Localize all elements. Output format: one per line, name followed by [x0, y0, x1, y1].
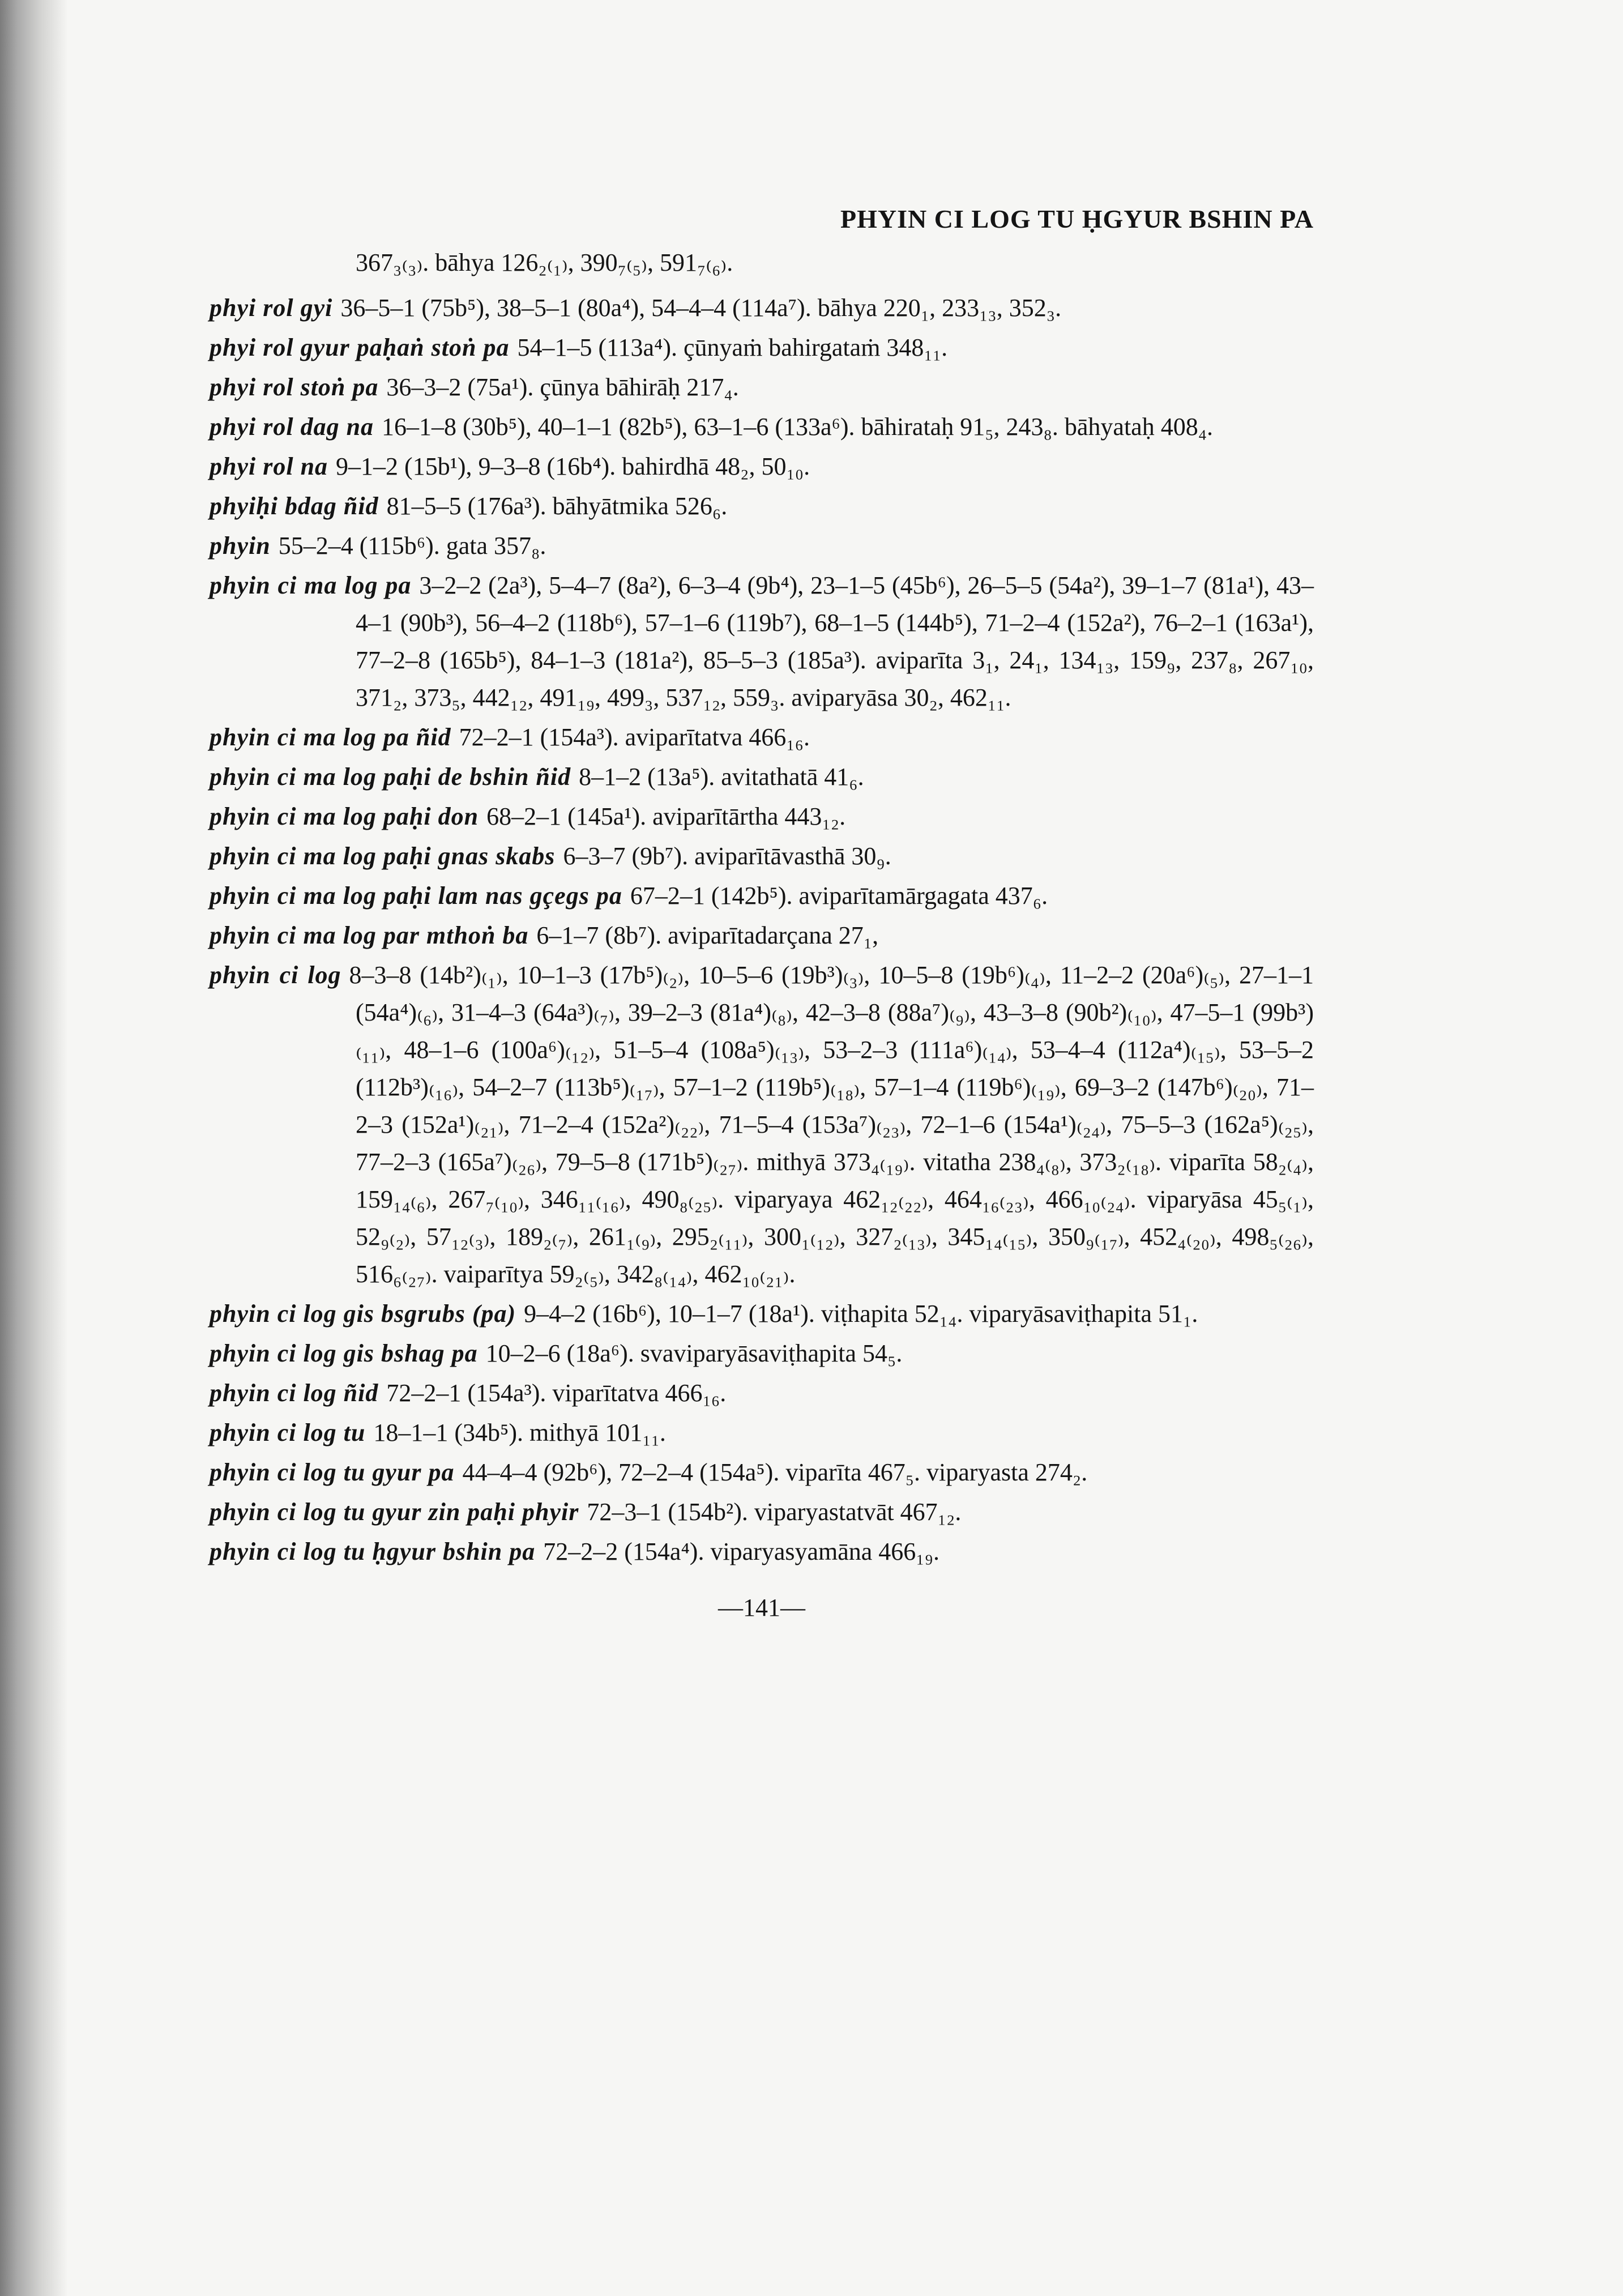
entry	[210, 877, 1314, 915]
entry-headword: phyin ci ma log par mthoṅ ba	[210, 921, 529, 949]
entry-refs: 68–2–1 (145a¹). aviparītārtha 443₁₂.	[486, 803, 846, 830]
entry-refs: 16–1–8 (30b⁵), 40–1–1 (82b⁵), 63–1–6 (133a⁶). bāhirataḥ 91₅, 243₈. bāhyataḥ 408₄.	[382, 413, 1214, 441]
entry-refs: 9–1–2 (15b¹), 9–3–8 (16b⁴). bahirdhā 48₂, 50₁₀.	[336, 453, 810, 480]
entry-refs: 36–5–1 (75b⁵), 38–5–1 (80a⁴), 54–4–4 (114a⁷). bāhya 220₁, 233₁₃, 352₃.	[340, 294, 1062, 322]
entry-refs: 18–1–1 (34b⁵). mithyā 101₁₁.	[373, 1419, 666, 1446]
entry	[210, 838, 1314, 875]
entry-refs: 67–2–1 (142b⁵). aviparītamārgagata 437₆.	[630, 882, 1048, 910]
entry-headword: phyi rol gyur paḥaṅ stoṅ pa	[210, 334, 510, 361]
entry-headword: phyin ci log tu	[210, 1419, 366, 1446]
entry	[210, 1414, 1314, 1452]
entry	[210, 567, 1314, 716]
entry	[210, 1493, 1314, 1531]
entry-refs: 55–2–4 (115b⁶). gata 357₈.	[278, 532, 546, 560]
entry-refs: 72–3–1 (154b²). viparyastatvāt 467₁₂.	[587, 1498, 962, 1526]
entry-refs: 36–3–2 (75a¹). çūnya bāhirāḥ 217₄.	[386, 373, 739, 401]
entry-refs: 72–2–1 (154a³). aviparītatva 466₁₆.	[459, 723, 810, 751]
entry-refs: 9–4–2 (16b⁶), 10–1–7 (18a¹). viṭhapita 52₁₄. viparyāsaviṭhapita 51₁.	[524, 1300, 1198, 1328]
entry	[210, 448, 1314, 485]
entry-refs: 54–1–5 (113a⁴). çūnyaṁ bahirgataṁ 348₁₁.	[517, 334, 948, 361]
entry-headword: phyin ci log ñid	[210, 1379, 379, 1407]
entry	[210, 1454, 1314, 1491]
entry	[210, 527, 1314, 565]
entry	[210, 758, 1314, 796]
entry-headword: phyin ci log tu gyur pa	[210, 1458, 455, 1486]
entry-headword: phyin ci log gis bsgrubs (pa)	[210, 1300, 516, 1328]
binding-shadow	[0, 0, 68, 2296]
entry-headword: phyiḥi bdag ñid	[210, 492, 379, 520]
entry	[210, 798, 1314, 835]
entry-headword: phyi rol dag na	[210, 413, 374, 441]
entry-headword: phyin ci ma log paḥi de bshin ñid	[210, 763, 571, 791]
entry-headword: phyin	[210, 532, 271, 560]
entry-headword: phyin ci log	[210, 961, 341, 989]
entry-headword: phyin ci log tu ḥgyur bshin pa	[210, 1538, 536, 1565]
entry	[210, 1533, 1314, 1571]
entry	[210, 719, 1314, 756]
entry-list	[210, 289, 1314, 1571]
entry	[210, 1335, 1314, 1372]
page-number: —141—	[718, 1594, 805, 1621]
entry-headword: phyin ci ma log paḥi don	[210, 803, 479, 830]
entry-headword: phyi rol na	[210, 453, 328, 480]
entry	[210, 957, 1314, 1293]
entry-refs: 44–4–4 (92b⁶), 72–2–4 (154a⁵). viparīta 467₅. viparyasta 274₂.	[462, 1458, 1088, 1486]
entry-headword: phyin ci ma log paḥi lam nas gçegs pa	[210, 882, 622, 910]
entry	[210, 917, 1314, 954]
entry-headword: phyin ci ma log pa	[210, 571, 412, 599]
entry-headword: phyi rol gyi	[210, 294, 333, 322]
entry-refs: 72–2–1 (154a³). viparītatva 466₁₆.	[386, 1379, 727, 1407]
entry	[210, 369, 1314, 406]
entry	[210, 289, 1314, 327]
entry-headword: phyin ci log gis bshag pa	[210, 1339, 478, 1367]
entry-headword: phyin ci ma log paḥi gnas skabs	[210, 842, 556, 870]
entry-refs: 72–2–2 (154a⁴). viparyasyamāna 466₁₉.	[543, 1538, 939, 1565]
entry	[210, 1295, 1314, 1333]
entry	[210, 408, 1314, 446]
entry-headword: phyin ci log tu gyur zin paḥi phyir	[210, 1498, 579, 1526]
entry-refs: 81–5–5 (176a³). bāhyātmika 526₆.	[386, 492, 728, 520]
entry-refs: 8–3–8 (14b²)₍₁₎, 10–1–3 (17b⁵)₍₂₎, 10–5–6 (19b³)₍₃₎, 10–5–8 (19b⁶)₍₄₎, 11–2–2 (20a⁶)₍₅₎, 27–1–1 (54a⁴)₍₆₎, 31–4–3 (64a³)₍₇₎, 39–2–3 (81a⁴)₍₈₎, 42–3–8 (88a⁷)₍₉₎, 43–3–8 (90b²)₍₁₀₎, 47–5–1 (99b³)₍₁₁₎, 48–1–6 (100a⁶)₍₁₂₎, 51–5–4 (108a⁵)₍₁₃₎, 53–2–3 (111a⁶)₍₁₄₎, 53–4–4 (112a⁴)₍₁₅₎, 53–5–2 (112b³)₍₁₆₎, 54–2–7 (113b⁵)₍₁₇₎, 57–1–2 (119b⁵)₍₁₈₎, 57–1–4 (119b⁶)₍₁₉₎, 69–3–2 (147b⁶)₍₂₀₎, 71–2–3 (152a¹)₍₂₁₎, 71–2–4 (152a²)₍₂₂₎, 71–5–4 (153a⁷)₍₂₃₎, 72–1–6 (154a¹)₍₂₄₎, 75–5–3 (162a⁵)₍₂₅₎, 77–2–3 (165a⁷)₍₂₆₎, 79–5–8 (171b⁵)₍₂₇₎. mithyā 373₄₍₁₉₎. vitatha 238₄₍₈₎, 373₂₍₁₈₎. viparīta 58₂₍₄₎, 159₁₄₍₆₎, 267₇₍₁₀₎, 346₁₁₍₁₆₎, 490₈₍₂₅₎. viparyaya 462₁₂₍₂₂₎, 464₁₆₍₂₃₎, 466₁₀₍₂₄₎. viparyāsa 45₅₍₁₎, 52₉₍₂₎, 57₁₂₍₃₎, 189₂₍₇₎, 261₁₍₉₎, 295₂₍₁₁₎, 300₁₍₁₂₎, 327₂₍₁₃₎, 345₁₄₍₁₅₎, 350₉₍₁₇₎, 452₄₍₂₀₎, 498₅₍₂₆₎, 516₆₍₂₇₎. vaiparītya 59₂₍₅₎, 342₈₍₁₄₎, 462₁₀₍₂₁₎.	[349, 961, 1314, 1288]
entry-refs: 3–2–2 (2a³), 5–4–7 (8a²), 6–3–4 (9b⁴), 23–1–5 (45b⁶), 26–5–5 (54a²), 39–1–7 (81a¹), 43–4–1 (90b³), 56–4–2 (118b⁶), 57–1–6 (119b⁷), 68–1–5 (144b⁵), 71–2–4 (152a²), 76–2–1 (163a¹), 77–2–8 (165b⁵), 84–1–3 (181a²), 85–5–3 (185a³). aviparīta 3₁, 24₁, 134₁₃, 159₉, 237₈, 267₁₀, 371₂, 373₅, 442₁₂, 491₁₉, 499₃, 537₁₂, 559₃. aviparyāsa 30₂, 462₁₁.	[356, 571, 1314, 711]
entry	[210, 1375, 1314, 1412]
dictionary-page	[210, 204, 1314, 1622]
entry-headword: phyi rol stoṅ pa	[210, 373, 379, 401]
entry-refs: 6–1–7 (8b⁷). aviparītadarçana 27₁,	[536, 921, 879, 949]
entry-refs: 8–1–2 (13a⁵). avitathatā 41₆.	[579, 763, 864, 791]
entry-refs: 10–2–6 (18a⁶). svaviparyāsaviṭhapita 54₅.	[485, 1339, 903, 1367]
entry-refs: 6–3–7 (9b⁷). aviparītāvasthā 30₉.	[563, 842, 891, 870]
entry	[210, 329, 1314, 366]
continuation-line: 367₃₍₃₎. bāhya 126₂₍₁₎, 390₇₍₅₎, 591₇₍₆₎.	[356, 249, 733, 276]
entry	[210, 488, 1314, 525]
entry-headword: phyin ci ma log pa ñid	[210, 723, 451, 751]
running-head: PHYIN CI LOG TU ḤGYUR BSHIN PA	[840, 204, 1314, 233]
